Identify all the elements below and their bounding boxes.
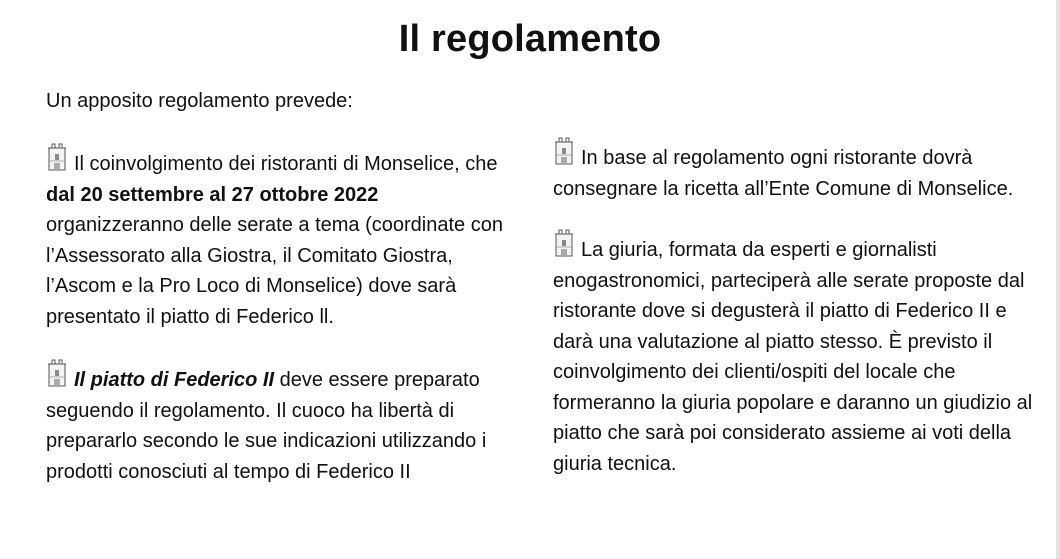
right-item-2-text: La giuria, formata da esperti e giornalisti enogastronomici, parteciperà alle serate proposte dal ristorante dove si degusterà il piatto di Federico II e darà una valutazione al piatto stesso. È previsto il coinvolgimento dei clienti/ospiti del locale che formeranno la giuria popolare e daranno un giudizio al piatto che sarà poi considerato assieme ai voti della giuria tecnica. — [553, 239, 1033, 475]
right-column — [553, 136, 1033, 479]
castle-tower-icon — [553, 228, 575, 258]
left-item-1-post: organizzeranno delle serate a tema (coordinate con l’Assessorato alla Giostra, il Comitato Giostra, l’Ascom e la Pro Loco di Monselice) dove sarà presentato il piatto di Federico ll. — [46, 214, 503, 328]
intro-text: Un apposito regolamento prevede: — [46, 90, 353, 112]
page-edge — [1056, 0, 1060, 559]
left-column — [46, 142, 516, 487]
left-item-2-post: deve essere preparato seguendo il regolamento. Il cuoco ha libertà di prepararlo secondo le sue indicazioni utilizzando i prodotti conosciuti al tempo di Federico II — [46, 369, 487, 483]
right-item-1 — [553, 136, 1033, 204]
left-item-2 — [46, 358, 516, 487]
castle-tower-icon — [46, 142, 68, 172]
right-item-2 — [553, 228, 1033, 479]
left-item-1-pre: Il coinvolgimento dei ristoranti di Monselice, che — [74, 153, 498, 175]
page-title: Il regolamento — [398, 18, 662, 60]
left-item-1-dates: dal 20 settembre al 27 ottobre 2022 — [46, 183, 379, 206]
right-item-1-text: In base al regolamento ogni ristorante dovrà consegnare la ricetta all’Ente Comune di Monselice. — [553, 147, 1014, 200]
left-item-2-dish-name: Il piatto di Federico II — [74, 369, 275, 391]
castle-tower-icon — [553, 136, 575, 166]
left-item-1 — [46, 142, 516, 332]
castle-tower-icon — [46, 358, 68, 388]
